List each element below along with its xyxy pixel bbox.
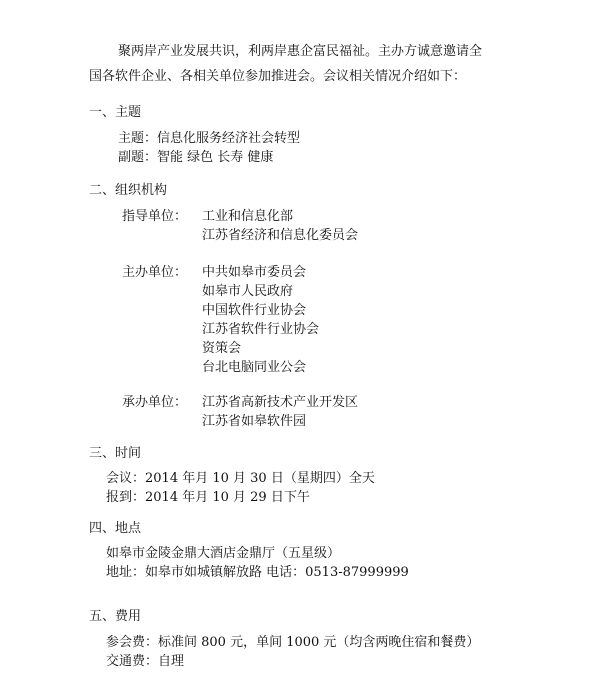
section-heading-venue: 四、地点 <box>89 521 142 536</box>
host-unit-item: 江苏省软件行业协会 <box>202 322 320 337</box>
host-unit-item: 中共如皋市委员会 <box>202 265 307 280</box>
venue-text: 如皋市金陵金鼎大酒店金鼎厅（五星级） <box>106 546 341 561</box>
section-heading-time: 三、时间 <box>89 446 142 461</box>
host-unit-item: 如皋市人民政府 <box>202 284 294 299</box>
section-heading-fees: 五、费用 <box>89 609 142 624</box>
intro-line-2: 国各软件企业、各相关单位参加推进会。会议相关情况介绍如下： <box>89 69 467 84</box>
host-unit-item: 中国软件行业协会 <box>202 303 307 318</box>
transport-fee: 交通费：自理 <box>106 654 185 669</box>
intro-line-1: 聚两岸产业发展共识，利两岸惠企富民福祉。主办方诚意邀请全 <box>118 44 483 59</box>
organizer-unit-item: 江苏省高新技术产业开发区 <box>202 395 359 410</box>
meeting-time: 会议：2014 年月 10 月 30 日（星期四）全天 <box>106 471 375 486</box>
organizer-unit-item: 江苏省如皋软件园 <box>202 414 307 429</box>
registration-time: 报到：2014 年月 10 月 29 日下午 <box>106 490 310 505</box>
section-heading-organization: 二、组织机构 <box>89 183 168 198</box>
guide-unit-item: 江苏省经济和信息化委员会 <box>202 228 359 243</box>
address-text: 地址：如皋市如城镇解放路 电话：0513-87999999 <box>106 565 409 580</box>
guide-unit-label: 指导单位： <box>122 209 188 224</box>
organizer-unit-label: 承办单位： <box>122 395 188 410</box>
attendance-fee: 参会费：标准间 800 元，单间 1000 元（均含两晚住宿和餐费） <box>106 635 480 650</box>
host-unit-item: 资策会 <box>202 341 242 356</box>
section-heading-theme: 一、主题 <box>89 105 142 120</box>
guide-unit-item: 工业和信息化部 <box>202 209 294 224</box>
theme-text: 主题：信息化服务经济社会转型 <box>118 131 301 146</box>
host-unit-item: 台北电脑同业公会 <box>202 360 307 375</box>
subtheme-text: 副题：智能 绿色 长寿 健康 <box>118 150 274 165</box>
host-unit-label: 主办单位： <box>122 265 188 280</box>
